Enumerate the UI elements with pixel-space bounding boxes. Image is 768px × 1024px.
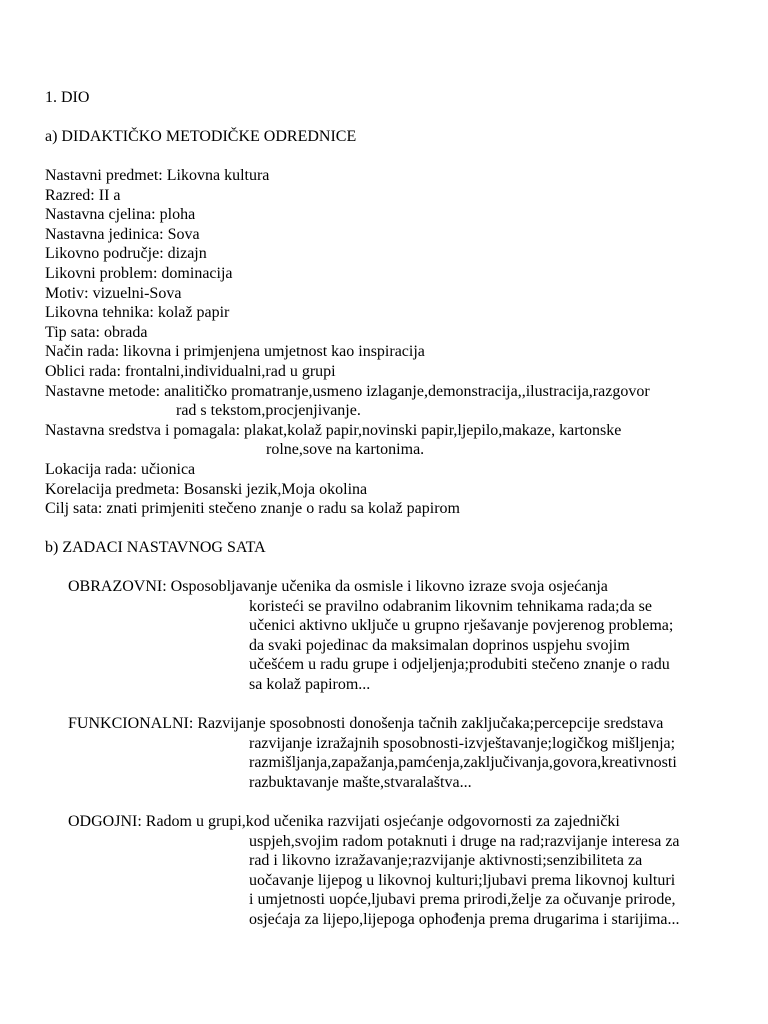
field-podrucje: Likovno područje: dizajn bbox=[45, 245, 207, 263]
funkcionalni-line: razvijanje izražajnih sposobnosti-izvještavanje;logičkog mišljenja; bbox=[249, 734, 676, 752]
obrazovni-line: učenici aktivno uključe u grupno rješavanje povjerenog problema; bbox=[249, 617, 674, 635]
field-cjelina: Nastavna cjelina: ploha bbox=[45, 206, 196, 224]
odgojni-line: uočavanje lijepog u likovnoj kulturi;ljubavi prema likovnoj kulturi bbox=[249, 871, 676, 889]
odgojni-line: osjećaja za lijepo,lijepoga ophođenja prema drugarima i starijima... bbox=[249, 911, 680, 928]
obrazovni-line: OBRAZOVNI: Osposobljavanje učenika da osmisle i likovno izraze svoja osjećanja bbox=[68, 578, 608, 595]
odgojni-line: rad i likovno izražavanje;razvijanje aktivnosti;senzibiliteta za bbox=[249, 852, 643, 870]
field-predmet: Nastavni predmet: Likovna kultura bbox=[45, 167, 270, 184]
funkcionalni-line: razmišljanja,zapažanja,pamćenja,zaključivanja,govora,kreativnosti bbox=[249, 754, 677, 772]
odgojni-line: ODGOJNI: Radom u grupi,kod učenika razvijati osjećanje odgovornosti za zajednički bbox=[68, 813, 620, 830]
field-korelacija: Korelacija predmeta: Bosanski jezik,Moja okolina bbox=[45, 480, 368, 498]
field-metode-cont: rad s tekstom,procjenjivanje. bbox=[176, 402, 361, 420]
section-b-title: b) ZADACI NASTAVNOG SATA bbox=[45, 539, 266, 556]
odgojni-line: i umjetnosti uopće,ljubavi prema prirodi,želje za očuvanje prirode, bbox=[249, 891, 676, 909]
obrazovni-line: koristeći se pravilno odabranim likovnim tehnikama rada;da se bbox=[249, 597, 652, 615]
field-oblici-rada: Oblici rada: frontalni,individualni,rad u grupi bbox=[45, 363, 336, 380]
field-motiv: Motiv: vizuelni-Sova bbox=[45, 284, 182, 302]
obrazovni-line: da svaki pojedinac da maksimalan doprinos uspjehu svojim bbox=[249, 636, 630, 654]
funkcionalni-line: razbuktavanje mašte,stvaralaštva... bbox=[249, 773, 472, 791]
section-a-title: a) DIDAKTIČKO METODIČKE ODREDNICE bbox=[45, 128, 357, 145]
field-problem: Likovni problem: dominacija bbox=[45, 265, 233, 282]
obrazovni-line: sa kolaž papirom... bbox=[249, 676, 371, 693]
field-nacin-rada: Način rada: likovna i primjenjena umjetnost kao inspiracija bbox=[45, 343, 425, 361]
field-tehnika: Likovna tehnika: kolaž papir bbox=[45, 304, 230, 322]
field-tip-sata: Tip sata: obrada bbox=[45, 323, 148, 341]
field-sredstva: Nastavna sredstva i pomagala: plakat,kolaž papir,novinski papir,ljepilo,makaze, kartonske bbox=[45, 421, 622, 439]
field-jedinica: Nastavna jedinica: Sova bbox=[45, 225, 200, 243]
funkcionalni-line: FUNKCIONALNI: Razvijanje sposobnosti donošenja tačnih zaključaka;percepcije sredstava bbox=[68, 715, 664, 732]
field-metode: Nastavne metode: analitičko promatranje,usmeno izlaganje,demonstracija,,ilustracija,razgovor bbox=[45, 382, 650, 400]
field-lokacija: Lokacija rada: učionica bbox=[45, 461, 196, 478]
odgojni-line: uspjeh,svojim radom potaknuti i druge na rad;razvijanje interesa za bbox=[249, 832, 680, 850]
obrazovni-line: učešćem u radu grupe i odjeljenja;produbiti stečeno znanje o radu bbox=[249, 656, 670, 674]
field-cilj: Cilj sata: znati primjeniti stečeno znanje o radu sa kolaž papirom bbox=[45, 500, 460, 518]
field-sredstva-cont: rolne,sove na kartonima. bbox=[266, 441, 425, 459]
page-heading: 1. DIO bbox=[45, 89, 90, 106]
field-razred: Razred: II a bbox=[45, 186, 121, 204]
